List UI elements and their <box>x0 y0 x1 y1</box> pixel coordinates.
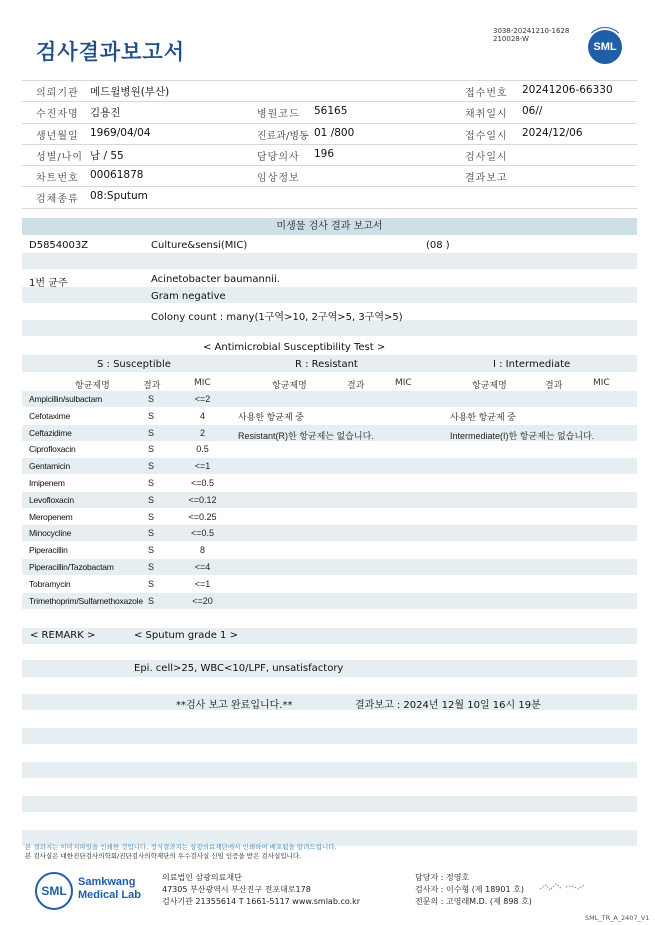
drug-mic: <=0.5 <box>190 528 215 539</box>
drug-mic: <=4 <box>194 562 211 572</box>
col-result-2: 결과 <box>347 381 365 391</box>
test-name: Culture&sensi(MIC) <box>151 240 248 251</box>
chart-label: 차트번호 <box>36 173 79 185</box>
test-code: D5854003Z <box>29 240 89 251</box>
drug-mic: <=20 <box>192 595 213 606</box>
band <box>22 796 637 812</box>
drug-result: S <box>148 444 155 455</box>
institution-value: 메드윌병원(부산) <box>90 86 170 98</box>
drug-name: Tobramycin <box>29 578 71 589</box>
report-time: 결과보고 : 2024년 12월 10일 16시 19분 <box>355 700 541 711</box>
info-row-4 <box>22 145 637 166</box>
info-row-1 <box>22 80 637 102</box>
drug-result: S <box>148 562 155 572</box>
institution-label: 의뢰기관 <box>36 88 79 99</box>
doc-code-line-1: 3038-20241210-1628 <box>493 27 570 35</box>
drug-name: Cefotaxime <box>29 410 70 421</box>
footer-brand <box>78 876 141 902</box>
disclaimer-2: 본 검사실은 대한진단검사의학회/진단검사의학재단의 우수검사실 신임 인증을 받은 검사실입니다. <box>25 852 302 860</box>
drug-mic: <=1 <box>194 578 211 589</box>
band <box>22 694 637 710</box>
receipt-no-value: 20241206-66330 <box>522 84 613 96</box>
receipt-date-value: 2024/12/06 <box>522 126 583 139</box>
drug-mic: <=0.5 <box>190 478 215 488</box>
drug-name: Minocycline <box>29 528 72 539</box>
brand-line-1: Samkwang <box>78 876 136 888</box>
drug-name: Piperacillin <box>29 545 68 556</box>
band <box>22 391 637 407</box>
ast-title: < Antimicrobial Susceptibility Test > <box>203 342 386 353</box>
col-mic-3: MIC <box>593 378 610 388</box>
drug-mic: <=2 <box>194 394 211 404</box>
org-address: 47305 부산광역시 부산진구 전포대로178 <box>162 885 311 894</box>
brand-line-2: Medical Lab <box>78 889 141 901</box>
info-row-5 <box>22 166 637 187</box>
band <box>22 287 637 303</box>
drug-mic: 0.5 <box>196 444 209 455</box>
sputum-grade: < Sputum grade 1 > <box>134 630 238 641</box>
collect-date-label: 채취일시 <box>465 109 508 121</box>
intermediate-note-2: Intermediate(I)한 항균제는 없습니다. <box>450 431 595 441</box>
band <box>22 728 637 744</box>
organism-label: 1번 균주 <box>29 278 68 289</box>
drug-result: S <box>148 427 155 438</box>
birth-value: 1969/04/04 <box>90 126 151 139</box>
drug-result: S <box>148 545 155 556</box>
drug-mic: <=0.12 <box>188 494 217 505</box>
specialist-label: 전문의 : <box>415 897 444 906</box>
disclaimer-1: 본 결과지는 이미지파일을 인쇄한 것입니다. 정식결과지는 삼광의료재단에서 인쇄하여 배포됨을 알려드립니다. <box>25 843 337 851</box>
drug-result: S <box>148 478 155 488</box>
band <box>22 525 637 541</box>
drug-result: S <box>148 394 155 404</box>
signature-image <box>538 880 588 894</box>
form-code: SML_TR_A_2407_V1 <box>585 914 650 922</box>
birth-label: 생년월일 <box>36 130 79 142</box>
legend-intermediate: I : Intermediate <box>493 359 571 370</box>
drug-mic: <=1 <box>194 461 211 472</box>
band <box>22 628 637 644</box>
footer-sml-logo: SML <box>35 872 73 910</box>
drug-result: S <box>148 461 155 472</box>
drug-result: S <box>148 595 155 606</box>
doc-code-line-2: 210028-W <box>493 35 529 43</box>
drug-name: Levofloxacin <box>29 494 74 505</box>
gram-stain: Gram negative <box>151 291 226 302</box>
examiner-label: 검사자 : <box>415 885 444 894</box>
drug-result: S <box>148 410 155 421</box>
specimen-label: 검체종류 <box>36 194 79 206</box>
receipt-no-label: 접수번호 <box>465 88 508 99</box>
col-drug-1: 항균제명 <box>75 381 110 391</box>
colony-count: Colony count : many(1구역>10, 2구역>5, 3구역>5) <box>151 312 403 323</box>
info-row-2 <box>22 102 637 123</box>
band <box>22 762 637 778</box>
legend-resistant: R : Resistant <box>295 359 358 370</box>
drug-name: Ciprofloxacin <box>29 444 76 455</box>
collect-date-value: 06// <box>522 105 543 118</box>
specimen-value: 08:Sputum <box>90 190 148 203</box>
band <box>22 458 637 474</box>
sex-age-label: 성별/나이 <box>36 151 84 163</box>
test-number: (08 ) <box>426 240 450 251</box>
band <box>22 492 637 508</box>
examinee-label: 수진자명 <box>36 109 79 121</box>
org-info <box>162 872 360 908</box>
resistant-note-2: Resistant(R)한 항균제는 없습니다. <box>238 431 374 441</box>
report-label: 결과보고 <box>465 173 508 185</box>
col-drug-3: 항균제명 <box>472 381 507 391</box>
patient-info-table <box>22 80 637 209</box>
col-mic-2: MIC <box>395 378 412 388</box>
band <box>22 253 637 269</box>
receipt-date-label: 접수일시 <box>465 130 508 142</box>
col-mic-1: MIC <box>194 378 211 388</box>
staff-info <box>415 872 532 908</box>
drug-result: S <box>148 528 155 539</box>
drug-mic: 4 <box>199 410 205 421</box>
drug-result: S <box>148 494 155 505</box>
micro-section-title: 미생물 검사 결과 보고서 <box>22 218 637 235</box>
col-drug-2: 항균제명 <box>272 381 307 391</box>
remark-label: < REMARK > <box>30 630 96 641</box>
staff-value: 정영호 <box>445 873 470 882</box>
dept-value: 01 /800 <box>314 126 355 139</box>
page-title: 검사결과보고서 <box>36 40 186 64</box>
organism-name: Acinetobacter baumannii. <box>151 274 280 285</box>
hospital-code-value: 56165 <box>314 105 348 118</box>
resistant-note-1: 사용한 항균제 중 <box>238 412 304 422</box>
dept-label: 진료과/병동 <box>257 130 309 142</box>
drug-mic: <=0.25 <box>188 511 217 522</box>
doctor-value: 196 <box>314 147 335 160</box>
drug-name: Meropenem <box>29 511 73 522</box>
drug-result: S <box>148 578 155 589</box>
col-result-1: 결과 <box>143 381 161 391</box>
drug-name: Gentamicin <box>29 461 70 472</box>
legend-susceptible: S : Susceptible <box>97 359 171 370</box>
drug-result: S <box>148 511 155 522</box>
drug-name: Ceftazidime <box>29 427 72 438</box>
staff-label: 담당자 : <box>415 873 444 882</box>
doctor-label: 담당의사 <box>257 151 300 163</box>
drug-mic: 8 <box>199 545 205 556</box>
drug-name: Trimethoprim/Sulfamethoxazole <box>29 595 143 606</box>
examinee-value: 김용진 <box>90 107 121 120</box>
test-date-label: 검사일시 <box>465 151 508 163</box>
hospital-code-label: 병원코드 <box>257 109 300 121</box>
clinical-label: 임상정보 <box>257 173 300 185</box>
intermediate-note-1: 사용한 항균제 중 <box>450 412 516 422</box>
chart-value: 00061878 <box>90 169 144 182</box>
drug-name: Piperacillin/Tazobactam <box>29 562 114 572</box>
report-complete: **검사 보고 완료입니다.** <box>176 700 293 711</box>
org-contact: 검사기관 21355614 T 1661-5117 www.smlab.co.kr <box>162 897 361 906</box>
info-row-3 <box>22 124 637 145</box>
col-result-3: 결과 <box>545 381 563 391</box>
document-code <box>493 27 569 43</box>
sml-logo: SML <box>588 30 622 64</box>
org-name: 의료법인 삼광의료재단 <box>162 873 242 882</box>
remark-detail: Epi. cell>25, WBC<10/LPF, unsatisfactory <box>134 663 344 674</box>
drug-name: Ampicillin/sulbactam <box>29 394 102 404</box>
drug-name: Imipenem <box>29 478 65 488</box>
examiner-value: 이수형 (제 18901 호) <box>445 885 524 894</box>
sex-age-value: 남 / 55 <box>90 149 124 162</box>
drug-mic: 2 <box>199 427 205 438</box>
specialist-value: 고영래M.D. (제 898 호) <box>445 897 532 906</box>
band <box>22 559 637 575</box>
info-row-6 <box>22 187 637 208</box>
